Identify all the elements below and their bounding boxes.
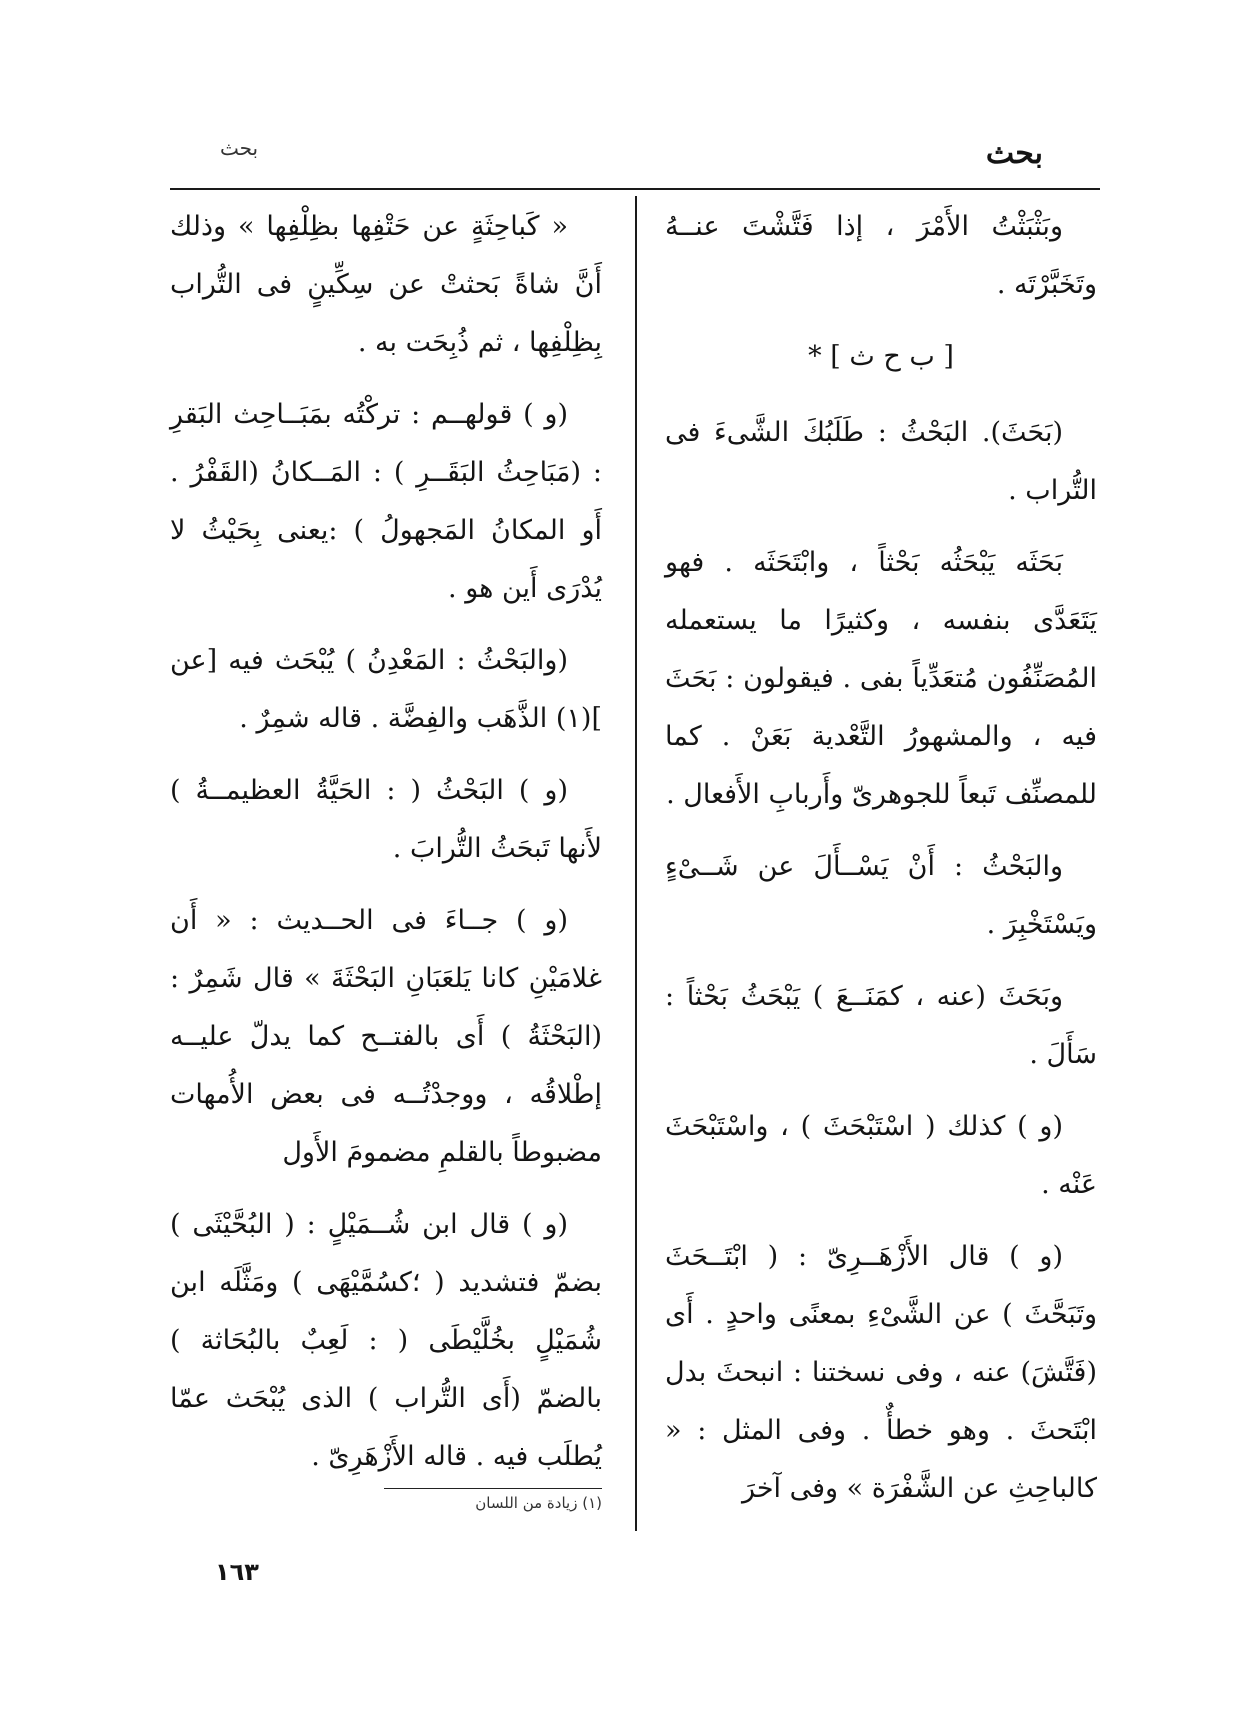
entry-paragraph: (و ) البَحْثُ ( : الحَيَّةُ العظيمــةُ ) لأَنها تَبحَثُ التُّرابَ . (170, 775, 602, 864)
entry-paragraph: (و ) جــاءَ فى الحــديث : « أَن غلامَيْنِ كانا يَلعَبَانِ البَحْثَةَ » قال شَمِرٌ : (البَحْثَةُ ) أَى بالفتــح كما يدلّ عليــه إطْلاقُه ، ووجدْتُــه فى بعض الأُمهات مضبوطاً بالقلمِ مضمومَ الأَول (170, 905, 602, 1168)
left-column (170, 198, 602, 1500)
entry-paragraph: والبَحْثُ : أَنْ يَسْــأَلَ عن شَــىْءٍ ويَسْتَخْبِرَ . (665, 851, 1097, 940)
column-divider (635, 196, 637, 1531)
footnote: (١) زيادة من اللسان (475, 1494, 602, 1512)
running-head-left: بحث (220, 136, 259, 160)
entry-paragraph: (و ) قولهــم : تركْتُه بمَبَــاحِث البَقرِ : (مَبَاحِثُ البَقَــرِ ) : المَــكانُ (القَفْرُ . أَو المكانُ المَجهولُ ) :يعنى بِحَيْثُ لا يُدْرَى أَين هو . (170, 399, 602, 604)
right-column (665, 198, 1097, 1532)
entry-paragraph: (و ) قال الأَزْهَــرِىّ : ( ابْتَــحَثَ وتَبَحَّثَ ) عن الشَّىْءِ بمعنًى واحدٍ . أَى (فَتَّشَ) عنه ، وفى نسختنا : انبحثَ بدل ابْتَحثَ . وهو خطأٌ . وفى المثل : « كالباحِثِ عن الشَّفْرَة » وفى آخرَ (665, 1241, 1097, 1504)
entry-paragraph: وبَثْبَثْتُ الأَمْرَ ، إذا فَتَّشْتَ عنــهُ وتَخَبَّرْتَه . (665, 211, 1097, 300)
entry-paragraph: (و ) قال ابن شُــمَيْلٍ : ( البُحَّيْثَى ) بضمّ فتشديد ( ؛كسُمَّيْهَى ) ومَثَّلَه ابن شُمَيْلٍ بخُلَّيْطَى ( : لَعِبٌ بالبُحَاثة ) بالضمّ (أَى التُّراب ) الذى يُبْحَث عمّا يُطلَب فيه . قاله الأَزْهَرِىّ . (170, 1209, 602, 1472)
entry-paragraph: (بَحَثَ). البَحْثُ : طَلَبُكَ الشَّىءَ فى التُّراب . (665, 417, 1097, 506)
entry-paragraph: بَحَثَه يَبْحَثُه بَحْثاً ، وابْتَحَثَه . فهو يَتَعَدَّى بنفسه ، وكثيرًا ما يستعمله المُصَنِّفُون مُتعَدِّياً بفى . فيقولون : بَحَثَ فيه ، والمشهورُ التَّعْدية بَعَنْ . كما للمصنِّف تَبعاً للجوهرىّ وأَربابِ الأَفعال . (665, 547, 1097, 810)
running-head-right: بحث (985, 136, 1043, 171)
header-rule (170, 188, 1100, 190)
entry-paragraph: (والبَحْثُ : المَعْدِنُ ) يُبْحَث فيه [عن ](١) الذَّهَب والفِضَّة . قاله شمِرٌ . (170, 645, 602, 734)
root-heading: [ ب ح ث ] * (808, 341, 954, 372)
entry-paragraph: وبَحَثَ (عنه ، كمَنَــعَ ) يَبْحَثُ بَحْثاً : سَأَلَ . (665, 981, 1097, 1070)
footnote-rule (384, 1488, 602, 1489)
entry-paragraph: « كَباحِثَةٍ عن حَتْفِها بظِلْفِها » وذلك أَنَّ شاةً بَحثتْ عن سِكِّينٍ فى التُّراب بِظِلْفِها ، ثم ذُبِحَت به . (170, 211, 602, 358)
entry-paragraph: (و ) كذلك ( اسْتَبْحَثَ ) ، واسْتَبْحَثَ عَنْه . (665, 1111, 1097, 1200)
page-number: ١٦٣ (215, 1558, 259, 1586)
